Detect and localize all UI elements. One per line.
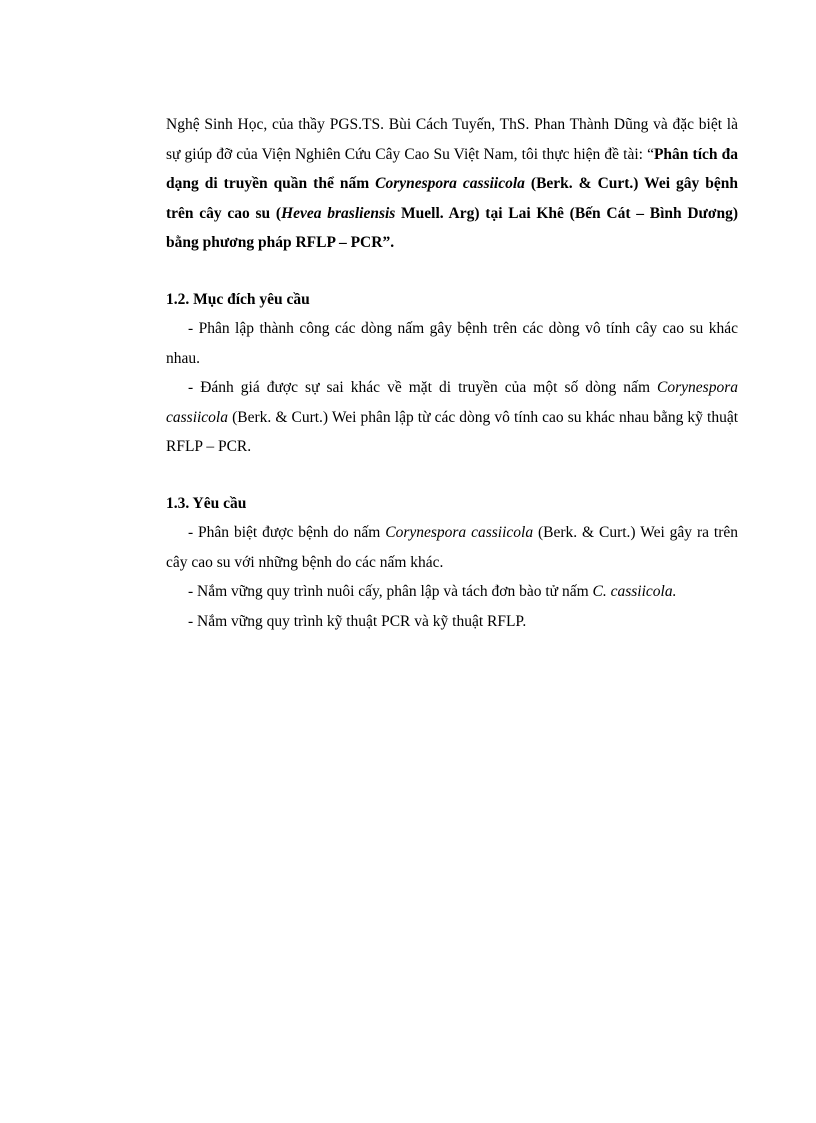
species-name: C. cassiicola. xyxy=(592,583,677,600)
thesis-title-part: Muell. Arg) tại Lai Khê (Bến Cát – Bình Dương) bằng phương pháp RFLP – PCR”. xyxy=(166,204,738,251)
host-species-name: Hevea brasliensis xyxy=(281,204,396,222)
species-name: Corynespora cassiicola xyxy=(375,175,525,192)
intro-text: Nghệ Sinh Học, của thầy PGS.TS. Bùi Cách Tuyến, ThS. Phan Thành Dũng và đặc biệt là sự giúp đỡ của Viện Nghiên Cứu Cây Cao Su Việt Nam, tôi thực hiện đề tài: “ xyxy=(166,116,738,163)
species-name: Corynespora cassiicola xyxy=(385,524,534,541)
page-content xyxy=(166,110,738,636)
thesis-title-part: (Berk. & Curt.) Wei gây bệnh trên cây cao su ( xyxy=(166,175,738,222)
objective-item: - Đánh giá được sự sai khác về mặt di truyền của một số dòng nấm Corynespora cassiicola (Berk. & Curt.) Wei phân lập từ các dòng vô tính cao su khác nhau bằng kỹ thuật RFLP – PCR. xyxy=(166,379,738,455)
objective-item: - Phân lập thành công các dòng nấm gây bệnh trên các dòng vô tính cây cao su khác nhau. xyxy=(166,320,738,367)
requirement-item: - Nắm vững quy trình kỹ thuật PCR và kỹ thuật RFLP. xyxy=(188,612,527,630)
section-heading-1-2: 1.2. Mục đích yêu cầu xyxy=(166,290,310,308)
thesis-title-part: Phân tích đa dạng di truyền quần thể nấm xyxy=(166,145,738,192)
requirement-item: - Phân biệt được bệnh do nấm Corynespora cassiicola (Berk. & Curt.) Wei gây ra trên cây cao su với những bệnh do các nấm khác. xyxy=(166,524,738,571)
intro-paragraph xyxy=(166,110,738,258)
requirement-item: - Nắm vững quy trình nuôi cấy, phân lập và tách đơn bào tử nấm C. cassiicola. xyxy=(188,583,677,600)
species-name: Corynespora cassiicola xyxy=(166,379,738,426)
section-heading-1-3: 1.3. Yêu cầu xyxy=(166,494,247,512)
